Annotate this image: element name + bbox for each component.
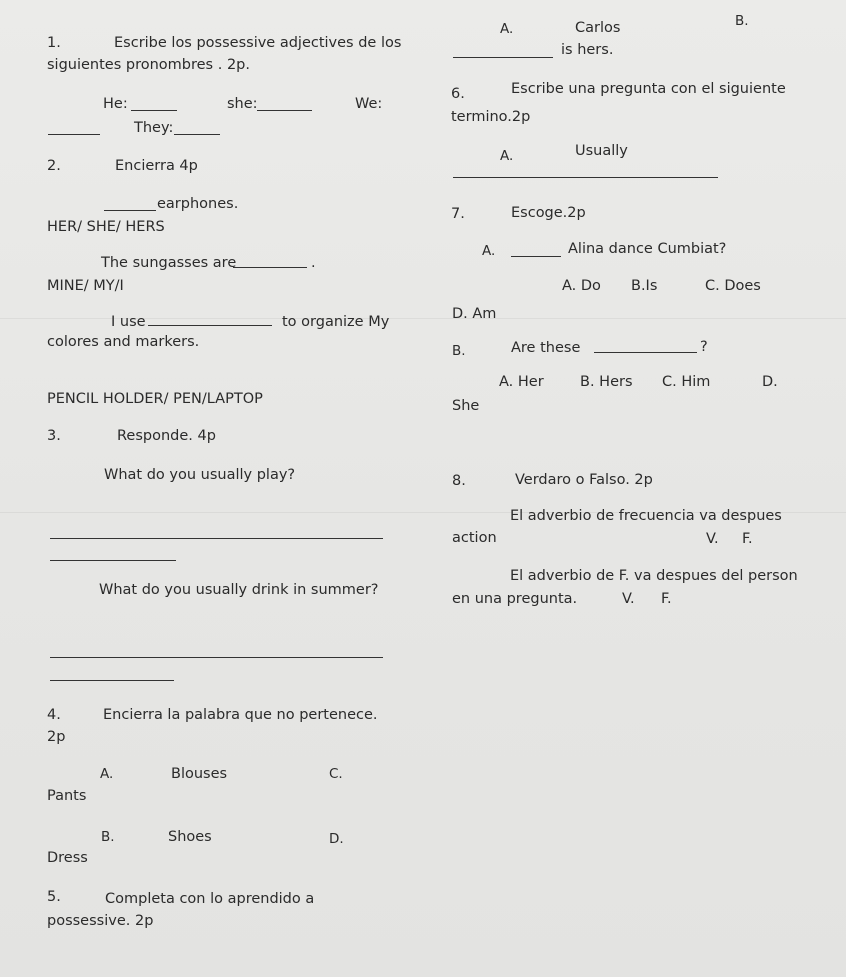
q7-option-does[interactable]: C. Does <box>705 278 761 294</box>
q2-item2-options[interactable]: MINE/ MY/I <box>47 278 124 294</box>
q6-word-usually: Usually <box>575 143 628 159</box>
q2-number: 2. <box>47 158 61 174</box>
q5-option-a-label: A. <box>500 21 514 37</box>
q1-we-label: We: <box>355 96 383 112</box>
q2-item2-period: . <box>311 255 316 271</box>
q4-instruction: Encierra la palabra que no pertenece. <box>103 707 378 723</box>
q7-option-d-label[interactable]: D. <box>762 374 778 390</box>
q8-statement1: El adverbio de frecuencia va despues <box>510 508 782 524</box>
q1-she-blank[interactable] <box>257 110 312 111</box>
q4-word-dress[interactable]: Dress <box>47 850 88 866</box>
q1-she-label: she: <box>227 96 258 112</box>
q2-item2-blank[interactable] <box>233 267 307 268</box>
q2-item1-text: earphones. <box>157 196 239 212</box>
q1-instruction: Escribe los possessive adjectives de los <box>114 35 402 51</box>
q4-points: 2p <box>47 729 66 745</box>
q7-item-a-sentence: Alina dance Cumbiat? <box>568 241 727 257</box>
q7-number: 7. <box>451 206 465 222</box>
q2-instruction: Encierra 4p <box>115 158 198 174</box>
q6-instruction: Escribe una pregunta con el siguiente <box>511 81 786 97</box>
q2-item1-blank[interactable] <box>104 210 156 211</box>
q2-item2-text: The sungasses are <box>101 255 237 271</box>
q7-instruction: Escoge.2p <box>511 205 586 221</box>
q7-option-hers[interactable]: B. Hers <box>580 374 633 390</box>
q2-item3-text-end: to organize My <box>282 314 390 330</box>
q5-instruction-cont: possessive. 2p <box>47 913 154 929</box>
q8-statement1-true[interactable]: V. <box>706 531 719 547</box>
q7-item-b-sentence: Are these <box>511 340 581 356</box>
q7-item-b-blank[interactable] <box>594 352 697 353</box>
q7-item-a-blank[interactable] <box>511 256 561 257</box>
q4-option-a-label: A. <box>100 766 114 782</box>
q1-instruction-cont: siguientes pronombres . 2p. <box>47 57 250 73</box>
q8-number: 8. <box>452 473 466 489</box>
q5-instruction: Completa con lo aprendido a <box>105 891 315 907</box>
q3-question1: What do you usually play? <box>104 467 296 483</box>
q7-item-a-label: A. <box>482 243 496 259</box>
q4-word-pants[interactable]: Pants <box>47 788 87 804</box>
q8-statement1-false[interactable]: F. <box>742 531 753 547</box>
q5-sentence-end: is hers. <box>561 42 614 58</box>
q8-statement1-cont: action <box>452 530 497 546</box>
q7-option-him[interactable]: C. Him <box>662 374 711 390</box>
q7-item-b-label: B. <box>452 343 466 359</box>
q2-item3-text-start: I use <box>111 314 146 330</box>
q8-instruction: Verdaro o Falso. 2p <box>515 472 653 488</box>
q4-option-b-label: B. <box>101 829 115 845</box>
q7-option-her[interactable]: A. Her <box>499 374 544 390</box>
q8-statement2-cont: en una pregunta. <box>452 591 578 607</box>
q7-option-am[interactable]: D. Am <box>452 306 497 322</box>
q1-they-label: They: <box>134 120 174 136</box>
q1-he-label: He: <box>103 96 128 112</box>
q3-answer2-line1[interactable] <box>50 657 383 658</box>
q8-statement2: El adverbio de F. va despues del person <box>510 568 798 584</box>
q3-number: 3. <box>47 428 61 444</box>
q1-number: 1. <box>47 35 61 51</box>
q5-option-a-word: Carlos <box>575 20 621 36</box>
q8-statement2-false[interactable]: F. <box>661 591 672 607</box>
q7-option-is[interactable]: B.Is <box>631 278 658 294</box>
q5-answer-blank[interactable] <box>453 57 553 58</box>
q3-question2: What do you usually drink in summer? <box>99 582 379 598</box>
q1-we-blank[interactable] <box>48 134 100 135</box>
q7-option-she[interactable]: She <box>452 398 480 414</box>
q8-statement2-true[interactable]: V. <box>622 591 635 607</box>
q7-item-b-end: ? <box>700 339 708 355</box>
q5-option-b-label: B. <box>735 13 749 29</box>
q1-they-blank[interactable] <box>174 134 220 135</box>
q5-number: 5. <box>47 889 61 905</box>
q7-option-do[interactable]: A. Do <box>562 278 601 294</box>
q3-answer2-line2[interactable] <box>50 680 174 681</box>
q6-number: 6. <box>451 86 465 102</box>
q6-answer-line[interactable] <box>453 177 718 178</box>
q4-option-c-label: C. <box>329 766 343 782</box>
q3-answer1-line2[interactable] <box>50 560 176 561</box>
q2-item1-options[interactable]: HER/ SHE/ HERS <box>47 219 165 235</box>
q3-answer1-line1[interactable] <box>50 538 383 539</box>
q1-he-blank[interactable] <box>131 110 177 111</box>
q6-instruction-cont: termino.2p <box>451 109 531 125</box>
q4-word-shoes[interactable]: Shoes <box>168 829 212 845</box>
q6-option-a-label: A. <box>500 148 514 164</box>
q4-number: 4. <box>47 707 61 723</box>
q4-option-d-label: D. <box>329 831 344 847</box>
q4-word-blouses[interactable]: Blouses <box>171 766 228 782</box>
q2-item3-options[interactable]: PENCIL HOLDER/ PEN/LAPTOP <box>47 391 263 407</box>
q2-item3-text-cont: colores and markers. <box>47 334 200 350</box>
q3-instruction: Responde. 4p <box>117 428 216 444</box>
q2-item3-blank[interactable] <box>148 325 272 326</box>
